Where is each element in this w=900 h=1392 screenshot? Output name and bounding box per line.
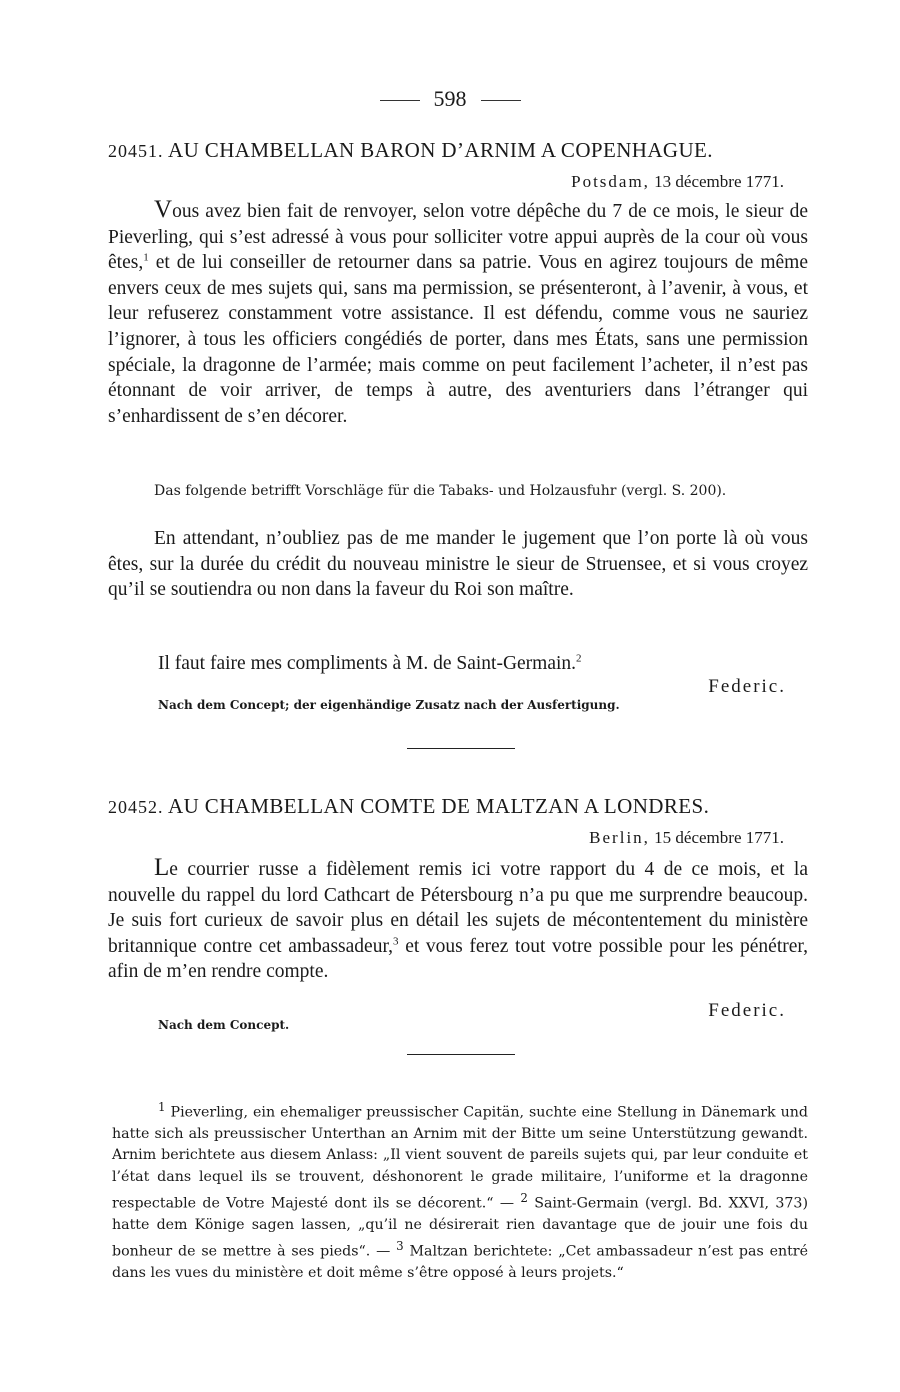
letter-place: Potsdam, bbox=[571, 172, 650, 191]
letter-number: 20451. bbox=[108, 141, 164, 161]
source-note: Nach dem Concept; der eigenhändige Zusatz nach der Ausfertigung. bbox=[158, 698, 620, 712]
page-number-dash-left bbox=[380, 100, 420, 101]
page-number: 598 bbox=[433, 86, 467, 111]
letter-date: 15 décembre 1771. bbox=[654, 828, 784, 847]
letter-title: AU CHAMBELLAN COMTE DE MALTZAN A LONDRES. bbox=[168, 794, 710, 818]
editorial-note: Das folgende betrifft Vorschläge für die Tabaks- und Holzausfuhr (vergl. S. 200). bbox=[154, 483, 727, 499]
letter-title: AU CHAMBELLAN BARON D’ARNIM A COPENHAGUE. bbox=[168, 138, 713, 162]
page-number-line bbox=[0, 86, 900, 112]
paragraph-text-continued: et de lui conseiller de retourner dans sa patrie. Vous en agirez toujours de même envers ceux de mes sujets qui, sans ma permission, se présenteront, à l’avenir, à vous, et leur refuserez constamment votre assistance. Il est défendu, comme vous ne sauriez l’ignorer, à tous les officiers congédiés de porter, dans mes États, sans une permission spéciale, la dragonne de l’armée; mais comme on peut facilement l’acheter, il n’est pas étonnant de voir arriver, de temps à autre, des aventuriers dans l’étranger qui s’enhardissent de s’en décorer. bbox=[108, 252, 808, 427]
footnote-mark: 1 bbox=[158, 1100, 166, 1114]
postscript bbox=[108, 651, 808, 677]
paragraph-text: ous avez bien fait de renvoyer, selon votre dépêche du 7 de ce mois, le sieur de Pieverling, qui s’est adressé à vous pour solliciter votre appui auprès de la cour où vous êtes, bbox=[108, 201, 808, 274]
footnote-1: Pieverling, ein ehemaliger preussischer Capitän, suchte eine Stellung in Dänemark und hatte sich als preussischer Unterthan an Arnim mit der Bitte um seine Unterstützung gewandt. Arnim berichtete aus diesem Anlass: „Il vient souvent de pareils sujets qui, par leur conduite et l’état dans lequel ils se trouvent, déshonorent le grade militaire, l’uniforme et la dragonne respectable de Votre Majesté dont ils se décorent.“ — bbox=[112, 1104, 808, 1212]
footnote-ref: 3 bbox=[393, 935, 399, 948]
postscript-text: Il faut faire mes compliments à M. de Saint-Germain. bbox=[158, 653, 577, 674]
letter-paragraph: En attendant, n’oubliez pas de me mander le jugement que l’on porte là où vous êtes, sur la durée du crédit du nouveau ministre le sieur de Struensee, et si vous croyez qu’il se soutiendra ou non dans la faveur du Roi son maître. bbox=[108, 528, 808, 601]
footnote-2: Saint-Germain (vergl. Bd. XXVI, 373) hatte dem Könige sagen lassen, „qu’il ne désirerait rien davantage que de jouir une fois du bonheur de se mettre à ses pieds“. — bbox=[112, 1195, 808, 1260]
letter-date: 13 décembre 1771. bbox=[654, 172, 784, 191]
letter-heading bbox=[108, 138, 808, 163]
initial-letter: V bbox=[154, 196, 173, 223]
footnote-ref: 1 bbox=[143, 251, 149, 264]
initial-letter: L bbox=[154, 854, 170, 881]
footnote-3: Maltzan berichtete: „Cet ambassadeur n’est pas entré dans les vues du ministère et doit même s’être opposé à leurs projets.“ bbox=[112, 1243, 808, 1282]
footnote-mark: 2 bbox=[520, 1190, 528, 1205]
footnote-block bbox=[112, 1097, 808, 1285]
signature: Federic. bbox=[708, 1000, 786, 1021]
letter-heading bbox=[108, 794, 808, 819]
source-note: Nach dem Concept. bbox=[158, 1018, 290, 1032]
paragraph-text-continued: et vous ferez tout votre possible pour les pénétrer, afin de m’en rendre compte. bbox=[108, 935, 808, 983]
signature: Federic. bbox=[708, 676, 786, 697]
letter-paragraph bbox=[108, 197, 808, 429]
page-number-dash-right bbox=[481, 100, 521, 101]
footnote-ref: 2 bbox=[576, 652, 582, 665]
section-divider bbox=[407, 748, 515, 749]
place-date bbox=[571, 172, 784, 192]
paragraph-text: e courrier russe a fidèlement remis ici votre rapport du 4 de ce mois, et la nouvelle du rappel du lord Cathcart de Pétersbourg n’a pu que me surprendre beaucoup. Je suis fort curieux de savoir plus en détail les sujets de mécontentement du ministère britannique contre cet ambassadeur, bbox=[108, 859, 808, 957]
letter-number: 20452. bbox=[108, 797, 164, 817]
place-date bbox=[589, 828, 784, 848]
letter-paragraph bbox=[108, 855, 808, 985]
section-divider bbox=[407, 1054, 515, 1055]
footnote-mark: 3 bbox=[396, 1239, 404, 1254]
letter-place: Berlin, bbox=[589, 828, 650, 847]
footnotes bbox=[112, 1097, 808, 1285]
